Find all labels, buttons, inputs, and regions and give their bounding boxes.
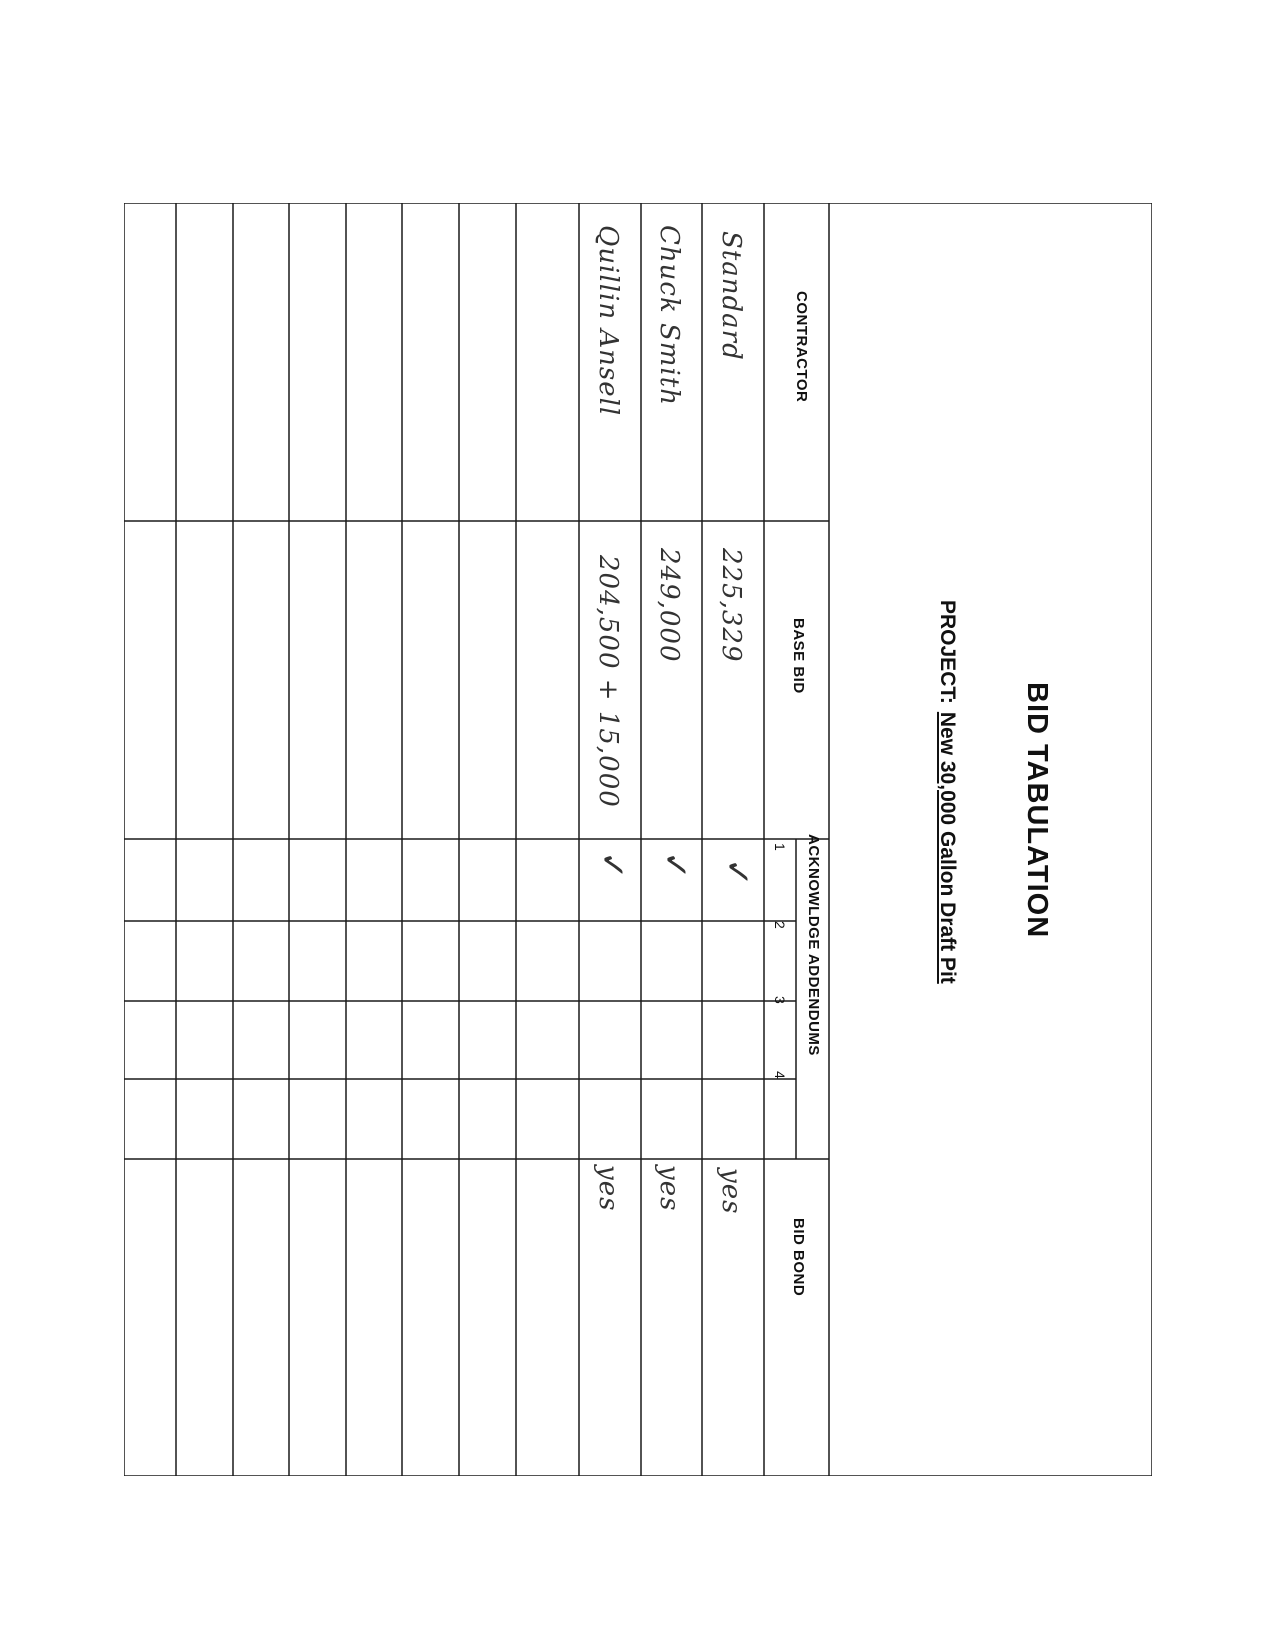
row-1-addendum-1-check: ✓	[717, 858, 757, 887]
row-1-bid-bond: yes	[716, 1168, 746, 1215]
row-2-addendum-1-check: ✓	[655, 851, 695, 880]
project-line	[937, 600, 958, 984]
row-1-contractor: Standard	[716, 231, 746, 361]
row-2-bid-bond: yes	[654, 1165, 684, 1212]
bid-tabulation-form	[124, 203, 1152, 1476]
row-3-contractor: Quillin Ansell	[593, 225, 623, 417]
page-title: BID TABULATION	[1021, 682, 1053, 939]
bid-bond-header: BID BOND	[790, 1218, 807, 1297]
row-3-addendum-1-check: ✓	[592, 851, 632, 880]
row-3-bid-bond: yes	[593, 1165, 623, 1212]
table-grid	[124, 203, 1152, 1476]
row-3-base-bid: 204,500 + 15,000	[593, 555, 623, 808]
contractor-header: CONTRACTOR	[793, 291, 810, 403]
addendum-1-header: 1	[772, 843, 788, 851]
row-1-base-bid: 225,329	[716, 548, 746, 663]
addendum-4-header: 4	[772, 1071, 788, 1079]
row-2-base-bid: 249,000	[654, 548, 684, 663]
project-label: PROJECT:	[936, 600, 959, 704]
base-bid-header: BASE BID	[790, 618, 807, 694]
addendum-2-header: 2	[772, 921, 788, 929]
addendums-header: ACKNOWLDGE ADDENDUMS	[805, 834, 822, 1056]
project-name: New 30,000 Gallon Draft Pit	[936, 711, 959, 984]
addendum-3-header: 3	[772, 996, 788, 1004]
row-2-contractor: Chuck Smith	[654, 225, 684, 406]
